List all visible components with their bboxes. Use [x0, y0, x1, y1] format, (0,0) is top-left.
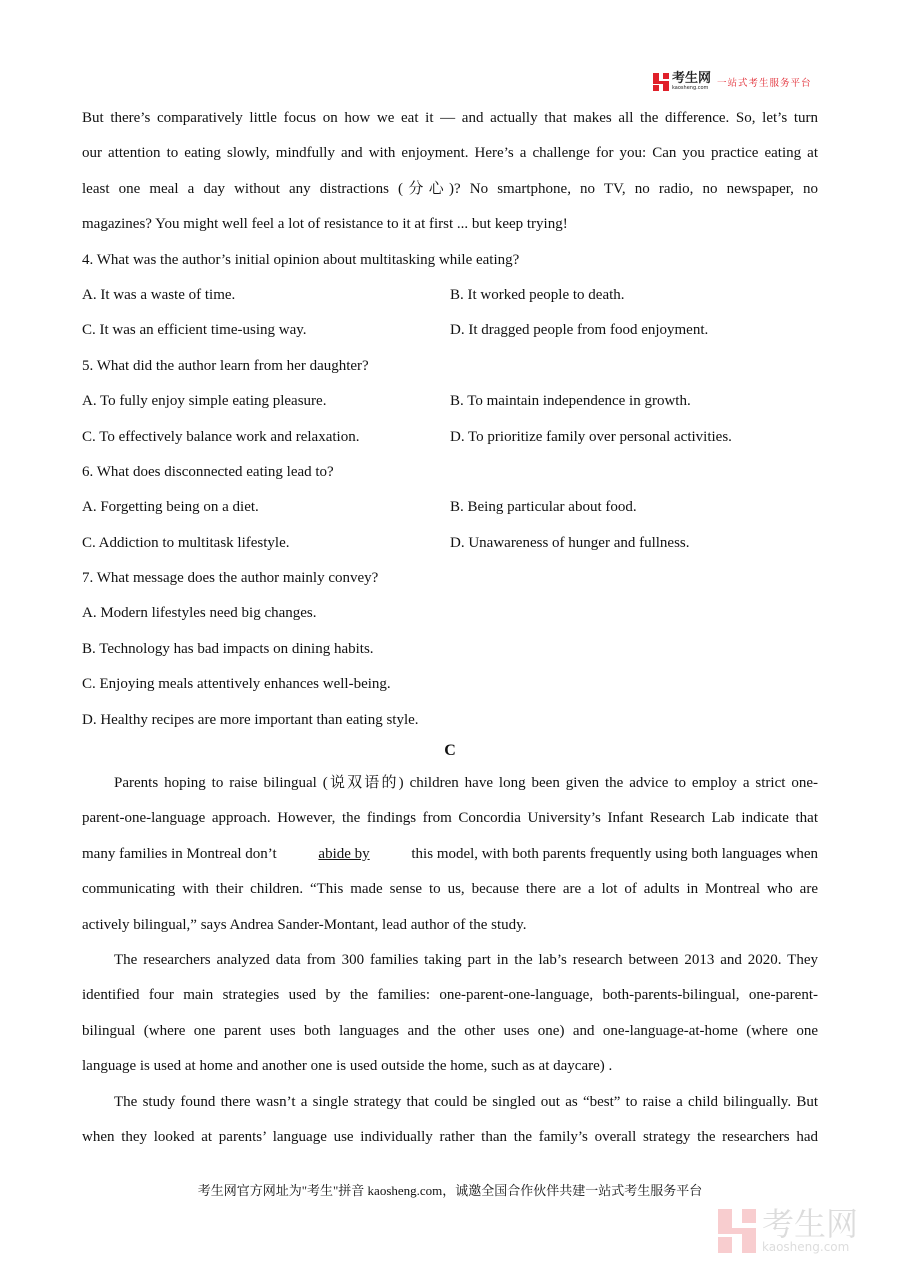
section-c-body	[82, 766, 818, 1155]
option: B. Technology has bad impacts on dining habits.	[82, 640, 374, 657]
section-c-title: C	[444, 742, 456, 759]
option: D. Healthy recipes are more important than eating style.	[82, 711, 419, 728]
passage-line: communicating with their children. “This made sense to us, because there are a lot of adults in Montreal who are	[82, 881, 818, 898]
passage-line: language is used at home and another one is used outside the home, such as at daycare) .	[82, 1058, 613, 1075]
logo-domain: kaosheng.com	[672, 85, 709, 91]
passage-line: Parents hoping to raise bilingual (说双语的) children have long been given the advice to employ a strict one-	[114, 775, 818, 791]
underlined-phrase: abide by	[318, 845, 370, 862]
option: B. To maintain independence in growth.	[450, 393, 691, 410]
passage-line: bilingual (where one parent uses both languages and the other uses one) and one-language-at-home (where one	[82, 1022, 818, 1039]
watermark-mark-icon	[718, 1209, 756, 1253]
reading-body-top	[82, 101, 818, 738]
passage-line: when they looked at parents’ language use individually rather than the family’s overall strategy the researchers had	[82, 1128, 818, 1145]
option: A. To fully enjoy simple eating pleasure.	[82, 393, 327, 410]
passage-line: parent-one-language approach. However, the findings from Concordia University’s Infant Research Lab indicate that	[82, 810, 818, 827]
option: D. To prioritize family over personal activities.	[450, 428, 732, 445]
option: D. It dragged people from food enjoyment.	[450, 322, 709, 339]
logo-mark-icon	[653, 73, 669, 91]
passage-line: actively bilingual,” says Andrea Sander-Montant, lead author of the study.	[82, 916, 527, 933]
option: B. It worked people to death.	[450, 286, 625, 303]
question-6-stem: 6. What does disconnected eating lead to?	[82, 463, 334, 480]
site-logo	[653, 73, 812, 91]
watermark-domain: kaosheng.com	[762, 1240, 850, 1254]
option: C. Enjoying meals attentively enhances well-being.	[82, 676, 391, 693]
passage-line: least one meal a day without any distractions (分心)? No smartphone, no TV, no radio, no newspaper, no	[82, 180, 818, 197]
option: D. Unawareness of hunger and fullness.	[450, 534, 690, 551]
text: many families in Montreal don’t	[82, 845, 277, 862]
option: A. Forgetting being on a diet.	[82, 499, 259, 516]
option: C. It was an efficient time-using way.	[82, 322, 307, 339]
logo-name: 考生网	[672, 71, 712, 86]
passage-line: But there’s comparatively little focus on how we eat it — and actually that makes all the difference. So, let’s turn	[82, 110, 818, 126]
question-7-stem: 7. What message does the author mainly convey?	[82, 570, 379, 587]
header-slogan: 一站式考生服务平台	[717, 78, 812, 89]
watermark-logo	[718, 1205, 859, 1254]
option: A. Modern lifestyles need big changes.	[82, 605, 317, 622]
passage-line: The researchers analyzed data from 300 families taking part in the lab’s research between 2013 and 2020. They	[114, 951, 818, 968]
option: C. Addiction to multitask lifestyle.	[82, 534, 290, 551]
passage-line: our attention to eating slowly, mindfully and with enjoyment. Here’s a challenge for you: Can you practice eating at	[82, 145, 818, 162]
option: C. To effectively balance work and relaxation.	[82, 428, 360, 445]
passage-line: identified four main strategies used by the families: one-parent-one-language, both-parents-bilingual, one-parent-	[82, 987, 818, 1004]
footer-text: 考生网官方网址为"考生"拼音 kaosheng.com，诚邀全国合作伙伴共建一站式考生服务平台	[197, 1183, 703, 1198]
passage-line: magazines? You might well feel a lot of resistance to it at first ... but keep trying!	[82, 216, 568, 233]
passage-line	[82, 837, 818, 872]
question-5-stem: 5. What did the author learn from her daughter?	[82, 357, 369, 374]
watermark-name: 考生网	[762, 1205, 859, 1243]
option: B. Being particular about food.	[450, 499, 637, 516]
passage-line: The study found there wasn’t a single strategy that could be singled out as “best” to raise a child bilingually. But	[114, 1093, 818, 1110]
text: this model, with both parents frequently using both languages when	[411, 845, 818, 862]
question-4-stem: 4. What was the author’s initial opinion about multitasking while eating?	[82, 251, 520, 268]
option: A. It was a waste of time.	[82, 286, 236, 303]
